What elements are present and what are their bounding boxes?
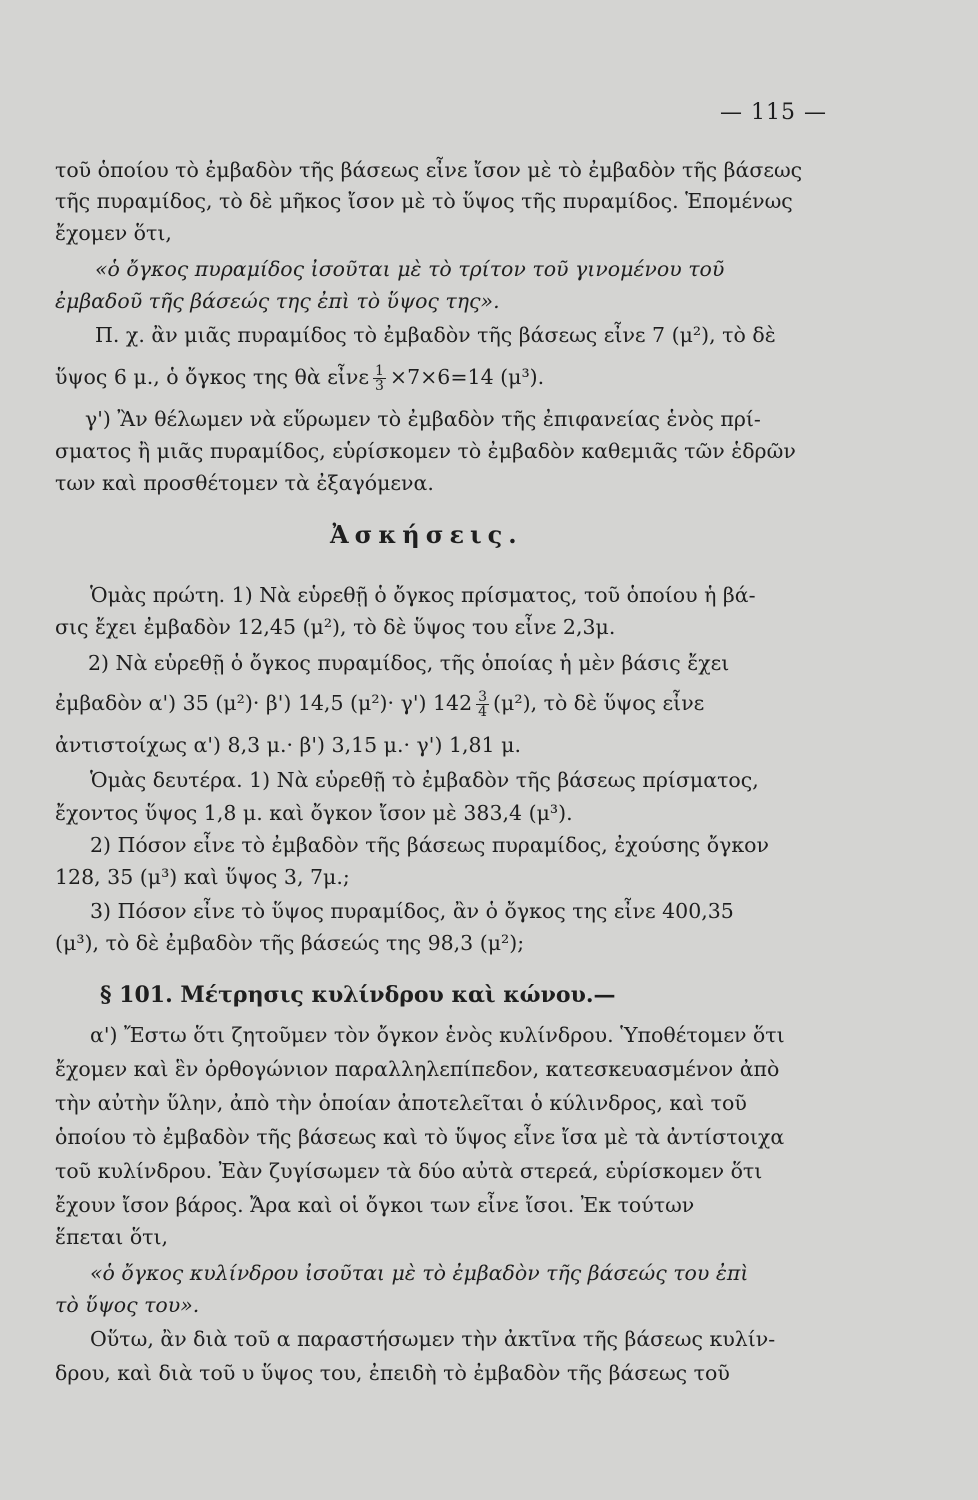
text-line: ὁποίου τὸ ἐμβαδὸν τῆς βάσεως καὶ τὸ ὕψος εἶνε ἴσα μὲ τὰ ἀντίστοιχα <box>55 1125 785 1149</box>
rule-quote: ἐμβαδοῦ τῆς βάσεώς της ἐπὶ τὸ ὕψος της». <box>55 289 500 313</box>
text-line: Π. χ. ἂν μιᾶς πυραμίδος τὸ ἐμβαδὸν τῆς βάσεως εἶνε 7 (μ²), τὸ δὲ <box>95 323 776 347</box>
text-line: 3) Πόσον εἶνε τὸ ὕψος πυραμίδος, ἂν ὁ ὄγκος της εἶνε 400,35 <box>90 899 734 923</box>
page-number: — 115 — <box>720 100 827 125</box>
text-line: ἔχομεν ὅτι, <box>55 221 172 245</box>
text-line-with-fraction <box>55 362 840 393</box>
text-line <box>90 580 875 610</box>
fraction-numerator: 1 <box>374 363 384 379</box>
text-line: 2) Πόσον εἶνε τὸ ἐμβαδὸν τῆς βάσεως πυραμίδος, ἐχούσης ὄγκον <box>90 833 769 857</box>
text-line: ἕπεται ὅτι, <box>55 1225 169 1249</box>
text-segment: Ὁμὰς πρώτη. 1) Νὰ εὑρεθῇ ὁ ὄγκος πρίσματος, τοῦ ὁποίου ἡ βά- <box>90 583 756 607</box>
text-line: ἔχομεν καὶ ἓν ὀρθογώνιον παραλληλεπίπεδον, κατεσκευασμένον ἀπὸ <box>55 1057 780 1081</box>
text-line: ἀντιστοίχως α') 8,3 μ.· β') 3,15 μ.· γ') 1,81 μ. <box>55 733 521 757</box>
text-line: α') Ἔστω ὅτι ζητοῦμεν τὸν ὄγκον ἑνὸς κυλίνδρου. Ὑποθέτομεν ὅτι <box>90 1023 785 1047</box>
text-line: ἔχοντος ὕψος 1,8 μ. καὶ ὄγκον ἴσον μὲ 383,4 (μ³). <box>55 801 573 825</box>
text-line: τοῦ κυλίνδρου. Ἐὰν ζυγίσωμεν τὰ δύο αὐτὰ στερεά, εὑρίσκομεν ὅτι <box>55 1159 763 1183</box>
fraction-denominator: 3 <box>374 378 384 393</box>
text-line: Οὕτω, ἂν διὰ τοῦ α παραστήσωμεν τὴν ἀκτῖνα τῆς βάσεως κυλίν- <box>90 1327 776 1351</box>
fraction-numerator: 3 <box>478 689 488 705</box>
text-line: δρου, καὶ διὰ τοῦ υ ὕψος του, ἐπειδὴ τὸ ἐμβαδὸν τῆς βάσεως τοῦ <box>55 1361 730 1385</box>
text-line: τὴν αὐτὴν ὕλην, ἀπὸ τὴν ὁποίαν ἀποτελεῖται ὁ κύλινδρος, καὶ τοῦ <box>55 1091 747 1115</box>
text-line: 128, 35 (μ³) καὶ ὕψος 3, 7μ.; <box>55 865 350 889</box>
text-line: σματος ἢ μιᾶς πυραμίδος, εὑρίσκομεν τὸ ἐμβαδὸν καθεμιᾶς τῶν ἑδρῶν <box>55 439 796 463</box>
section-heading: Ἀσκήσεις. <box>330 520 523 549</box>
text-segment: ×7×6=14 (μ³). <box>389 365 545 389</box>
text-line: 2) Νὰ εὑρεθῇ ὁ ὄγκος πυραμίδος, τῆς ὁποίας ἡ μὲν βάσις ἔχει <box>88 651 730 675</box>
text-segment: ὕψος 6 μ., ὁ ὄγκος της θὰ εἶνε <box>55 365 369 389</box>
text-line: (μ³), τὸ δὲ ἐμβαδὸν τῆς βάσεώς της 98,3 (μ²); <box>55 931 525 955</box>
rule-quote: «ὁ ὄγκος κυλίνδρου ἰσοῦται μὲ τὸ ἐμβαδὸν τῆς βάσεώς του ἐπὶ <box>90 1261 749 1285</box>
text-segment: (μ²), τὸ δὲ ὕψος εἶνε <box>493 691 705 715</box>
fraction <box>373 364 386 393</box>
text-line: των καὶ προσθέτομεν τὰ ἐξαγόμενα. <box>55 471 434 495</box>
text-segment: ἐμβαδὸν α') 35 (μ²)· β') 14,5 (μ²)· γ') 142 <box>55 691 473 715</box>
fraction-denominator: 4 <box>478 704 488 719</box>
text-line: τῆς πυραμίδος, τὸ δὲ μῆκος ἴσον μὲ τὸ ὕψος τῆς πυραμίδος. Ἑπομένως <box>55 189 793 213</box>
text-line: τοῦ ὁποίου τὸ ἐμβαδὸν τῆς βάσεως εἶνε ἴσον μὲ τὸ ἐμβαδὸν τῆς βάσεως <box>55 158 803 182</box>
text-line: σις ἔχει ἐμβαδὸν 12,45 (μ²), τὸ δὲ ὕψος του εἶνε 2,3μ. <box>55 615 616 639</box>
text-line: γ') Ἂν θέλωμεν νὰ εὕρωμεν τὸ ἐμβαδὸν τῆς ἐπιφανείας ἑνὸς πρί- <box>85 407 761 431</box>
text-line: Ὁμὰς δευτέρα. 1) Νὰ εὑρεθῇ τὸ ἐμβαδὸν τῆς βάσεως πρίσματος, <box>90 768 759 792</box>
rule-quote: «ὁ ὄγκος πυραμίδος ἰσοῦται μὲ τὸ τρίτον τοῦ γινομένου τοῦ <box>95 257 725 281</box>
fraction <box>476 690 489 719</box>
text-line-with-fraction <box>55 688 840 719</box>
text-line: ἔχουν ἴσον βάρος. Ἄρα καὶ οἱ ὄγκοι των εἶνε ἴσοι. Ἐκ τούτων <box>55 1193 695 1217</box>
section-title: § 101. Μέτρησις κυλίνδρου καὶ κώνου.— <box>100 982 616 1008</box>
rule-quote: τὸ ὕψος του». <box>55 1293 200 1317</box>
